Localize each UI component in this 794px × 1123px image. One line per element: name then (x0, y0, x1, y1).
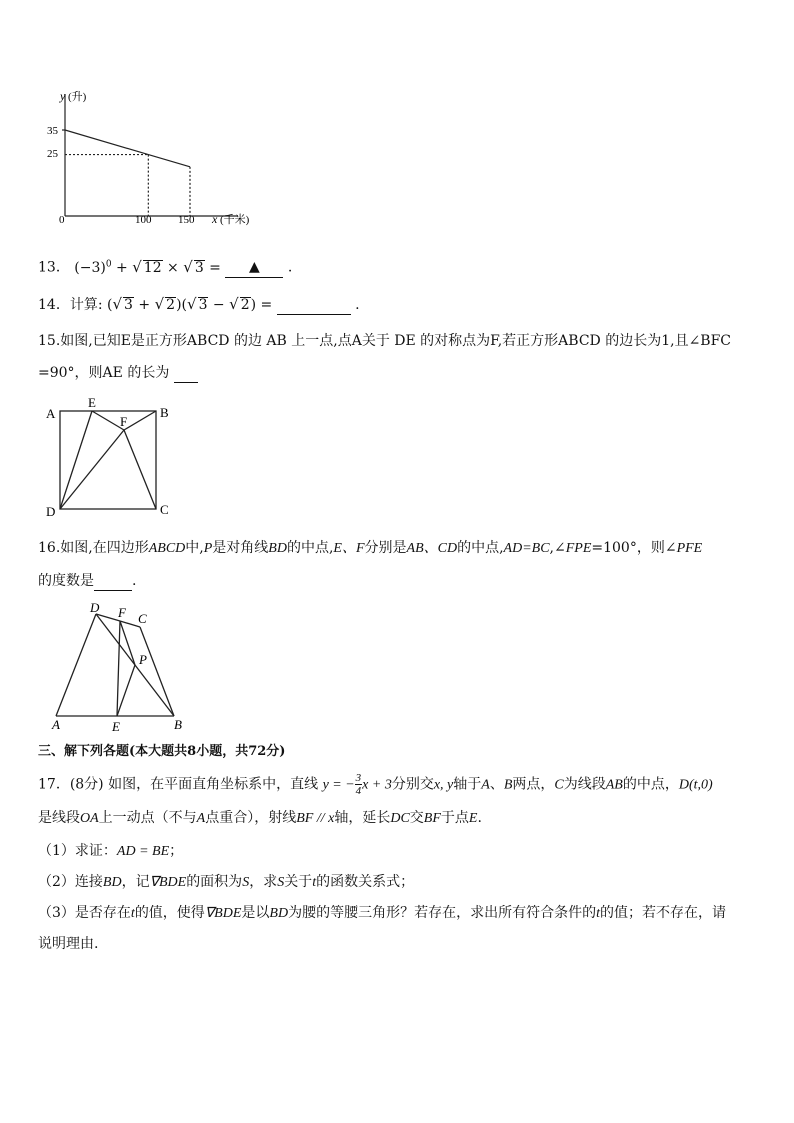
q16-text: 分别是 (364, 540, 407, 556)
q17-math: A (481, 777, 490, 793)
q16-math: P (203, 541, 213, 556)
quadrilateral-abcd-figure (44, 598, 204, 736)
label-C: C (160, 502, 169, 517)
q17-math: t (312, 875, 317, 890)
y-axis-label: y (60, 89, 66, 103)
q17-math: D(t,0) (678, 777, 713, 793)
question-17-part3 (38, 903, 726, 924)
q16-text: =100°，则∠ (591, 540, 677, 556)
fuel-line (65, 130, 190, 167)
q17-math: ∇BDE (204, 906, 242, 921)
label-C: C (138, 611, 147, 626)
label-D: D (46, 504, 56, 519)
q17-text: 是线段 (38, 810, 80, 826)
q16-text: 的中点, (286, 540, 334, 556)
q17-text: 的值，使得 (134, 905, 205, 921)
q16-text: 中, (185, 540, 204, 556)
q14-number: 14．计算: (38, 297, 103, 313)
q17-text: 轴于 (453, 776, 482, 793)
label-P: P (139, 652, 147, 667)
q17-text: 为线段 (563, 776, 606, 793)
q16-math: PFE (676, 541, 703, 556)
q17-math: E (468, 811, 478, 826)
q15-line2-text: =90°，则AE 的长为 (38, 365, 170, 381)
q17-math: t (130, 906, 135, 921)
q17-math: BD (269, 906, 289, 921)
q17-text: 、 (489, 776, 504, 793)
q17-math: S (242, 875, 250, 890)
q17-math: BD (102, 875, 122, 890)
label-F: F (118, 605, 126, 620)
x-axis-label: x (212, 212, 218, 226)
q17-text: 交 (409, 810, 424, 826)
q17-math: S (277, 875, 285, 890)
label-B: B (174, 717, 182, 732)
question-17-part3-line2: 说明理由. (38, 936, 99, 952)
section-3-title: 三、解下列各题(本大题共8小题，共72分) (38, 744, 286, 759)
label-A: A (46, 406, 56, 421)
q17-text: 的值；若不存在，请 (599, 905, 726, 921)
q17-math: OA (80, 811, 99, 826)
q17-math: ∇BDE (149, 875, 187, 890)
q16-math: BD (268, 541, 287, 556)
q17-math: C (554, 777, 564, 793)
frac-denominator: 4 (355, 785, 362, 797)
origin-label: 0 (59, 214, 65, 226)
q17-math: t (596, 906, 600, 921)
question-14 (38, 294, 360, 315)
q17-text: 的中点， (622, 776, 679, 793)
q15-answer-blank (174, 362, 198, 383)
label-E: E (112, 719, 120, 734)
x-tick-label: 100 (135, 214, 152, 226)
q17-math: BF (423, 811, 441, 826)
q13-expression: $(-3)^0$ + √ 12 × √ 3 = (74, 257, 221, 276)
label-B: B (160, 405, 169, 420)
q16-text: 是对角线 (212, 540, 269, 556)
q17-text: ； (169, 843, 184, 859)
q17-text: 两点， (512, 776, 555, 793)
q17-text: 轴，延长 (334, 810, 391, 826)
y-tick-label: 35 (47, 125, 58, 137)
q17-text: 关于 (284, 874, 313, 890)
y-tick-label: 25 (47, 148, 58, 160)
q16-text: 的中点, (457, 540, 504, 556)
q17-text: 于点 (440, 810, 469, 826)
q17-text: ，求 (249, 874, 278, 890)
q16-text: 16.如图,在四边形 (38, 540, 149, 556)
question-15-line1: 15.如图,已知E是正方形ABCD 的边 AB 上一点,点A关于 DE 的对称点为F,若正方形ABCD 的边长为1,且∠BFC (38, 333, 732, 349)
q17-math: AD = BE (116, 844, 170, 859)
q17-math: A (196, 811, 206, 826)
q13-answer-mark: ▲ (248, 258, 260, 275)
fuel-distance-graph (30, 86, 270, 231)
label-E: E (88, 398, 96, 410)
square-abcd-figure (40, 398, 180, 522)
q14-end: . (355, 297, 360, 313)
q17-math: y = − (322, 777, 355, 793)
q17-text: 的面积为 (186, 874, 243, 890)
q17-text: 上一动点（不与 (98, 810, 197, 826)
q16-math: E、F (333, 541, 365, 556)
label-D: D (90, 600, 100, 615)
q16-math: ABCD (148, 541, 186, 556)
question-16-line1 (38, 538, 702, 559)
q17-math: BF // x (296, 811, 335, 826)
q14-expression: (√ 3 + √ 2)(√ 3 − √ 2) = (106, 295, 273, 313)
q16-answer-blank (94, 570, 132, 591)
q17-text: . (477, 810, 482, 826)
frac-numerator: 3 (355, 772, 362, 784)
q17-math: B (503, 777, 513, 793)
q16-end: . (132, 573, 137, 589)
label-A: A (52, 717, 60, 732)
q13-end: . (287, 259, 293, 276)
question-17-line2 (38, 808, 482, 829)
q17-text: 17．(8分) 如图，在平面直角坐标系中，直线 (38, 776, 319, 793)
q16-text: ,∠ (549, 540, 566, 556)
q17-text: （3）是否存在 (38, 905, 131, 921)
q13-number: 13． (38, 259, 70, 276)
q16-math: AB、CD (406, 541, 458, 556)
question-17-line1 (38, 772, 713, 797)
q17-math: DC (390, 811, 410, 826)
q17-math: x + 3 (362, 777, 392, 793)
question-17-part2 (38, 872, 414, 893)
q16-line2-text: 的度数是 (38, 573, 94, 589)
q17-math: AB (605, 777, 623, 793)
label-F: F (120, 414, 128, 429)
x-unit-label: (千米) (220, 214, 250, 226)
q17-text: 是以 (241, 905, 270, 921)
q17-text: 的函数关系式； (316, 874, 415, 890)
q17-math: x, y (433, 777, 454, 793)
q16-math: AD=BC (503, 541, 550, 556)
question-13 (38, 254, 292, 278)
q17-text: （1）求证： (38, 843, 117, 859)
question-16-line2 (38, 570, 136, 591)
y-unit-label: (升) (68, 91, 87, 103)
q17-text: 点重合），射线 (205, 810, 297, 826)
x-tick-label: 150 (178, 214, 195, 226)
q17-text: 分别交 (391, 776, 434, 793)
q17-text: ，记 (121, 874, 150, 890)
q17-text: （2）连接 (38, 874, 103, 890)
question-17-part1 (38, 841, 183, 862)
q16-math: FPE (565, 541, 592, 556)
q13-answer-blank (225, 257, 283, 278)
question-15-line2 (38, 362, 198, 383)
q17-text: 为腰的等腰三角形？若存在，求出所有符合条件的 (288, 905, 597, 921)
q14-answer-blank (277, 294, 351, 315)
